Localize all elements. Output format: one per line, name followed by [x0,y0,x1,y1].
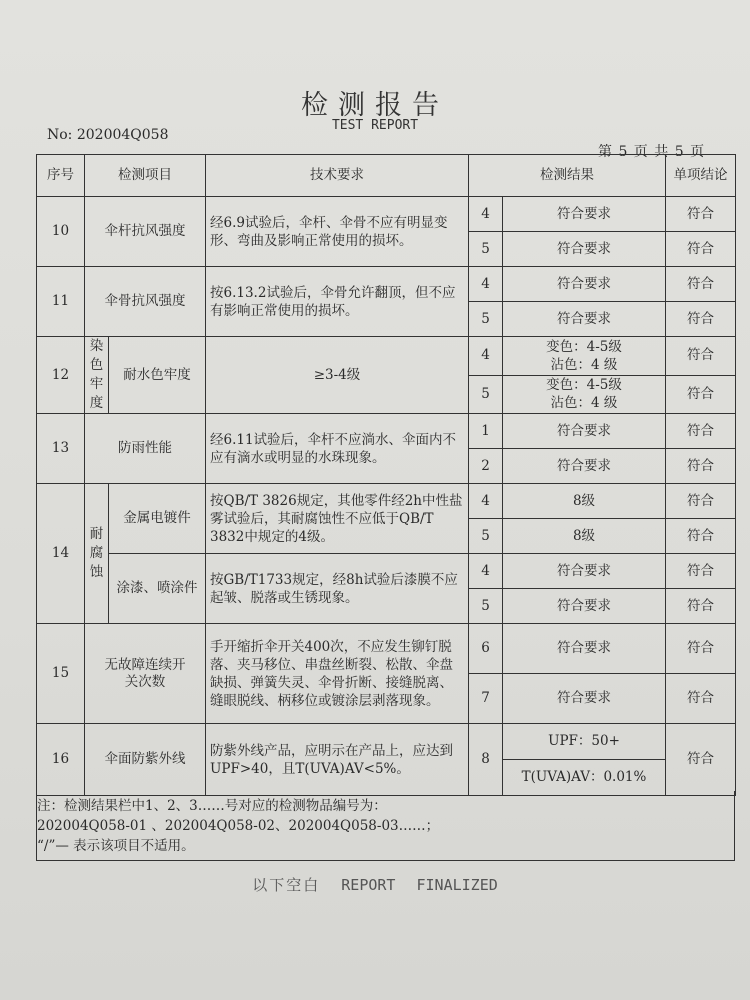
conclusion-cell: 符合 [666,337,736,376]
table-row [37,414,736,449]
report-title-cn: 检测报告 [301,90,449,121]
seq-cell: 11 [37,267,85,337]
result-cell: 8级 [503,519,666,554]
conclusion-cell: 符合 [666,484,736,519]
sample-no: 5 [469,302,503,337]
table-note [36,791,735,861]
report-number: No: 202004Q058 [47,127,169,143]
result-cell: 符合要求 [503,554,666,589]
sample-no: 4 [469,267,503,302]
seq-cell: 16 [37,724,85,796]
conclusion-cell: 符合 [666,414,736,449]
tech-cell: 防紫外线产品，应明示在产品上，应达到UPF>40，且T(UVA)AV<5%。 [206,724,469,796]
tech-cell: 按GB/T1733规定，经8h试验后漆膜不应起皱、脱落或生锈现象。 [206,554,469,624]
result-line: 变色：4-5级 [546,338,622,355]
sample-no: 8 [469,724,503,796]
sample-no: 5 [469,375,503,414]
item-cell: 耐水色牢度 [109,337,206,414]
table-row [37,554,736,589]
result-line: 变色：4-5级 [546,377,622,394]
seq-cell: 13 [37,414,85,484]
result-cell: 符合要求 [503,302,666,337]
conclusion-cell: 符合 [666,232,736,267]
note-line: 202004Q058-01 、202004Q058-02、202004Q058-03……； [37,818,440,834]
conclusion-cell: 符合 [666,674,736,724]
item-cell: 涂漆、喷涂件 [109,554,206,624]
col-header-item: 检测项目 [85,155,206,197]
item-cell: 伞杆抗风强度 [85,197,206,267]
result-cell [503,337,666,376]
result-line: 沾色：4 级 [550,356,618,373]
result-cell: 符合要求 [503,414,666,449]
result-cell: 符合要求 [503,267,666,302]
sample-no: 5 [469,519,503,554]
table-row [37,337,736,376]
conclusion-cell: 符合 [666,589,736,624]
item-cell: 伞面防紫外线 [85,724,206,796]
result-cell: 符合要求 [503,624,666,674]
tech-cell: 手开缩折伞开关400次，不应发生铆钉脱落、夹马移位、串盘丝断裂、松散、伞盘缺损、弹簧失灵、伞骨折断、接缝脱离、缝眼脱线、柄移位或镀涂层剥落现象。 [206,624,469,724]
item-cell: 防雨性能 [85,414,206,484]
table-row [37,197,736,232]
report-title-en: TEST REPORT [331,118,419,133]
category-cell [85,484,109,624]
finalized-cn: 以下空白 [252,876,321,894]
table-row [37,624,736,674]
conclusion-cell: 符合 [666,724,736,796]
item-cell: 伞骨抗风强度 [85,267,206,337]
conclusion-cell: 符合 [666,197,736,232]
seq-cell: 12 [37,337,85,414]
item-cell [85,624,206,724]
table-header-row [37,155,736,197]
conclusion-cell: 符合 [666,267,736,302]
table-row [37,484,736,519]
category-label: 耐 腐 蚀 [89,526,104,580]
conclusion-cell: 符合 [666,302,736,337]
col-header-conclusion: 单项结论 [666,155,736,197]
sample-no: 4 [469,554,503,589]
col-header-tech: 技术要求 [206,155,469,197]
table-row [37,267,736,302]
sample-no: 5 [469,232,503,267]
col-header-seq: 序号 [37,155,85,197]
results-table [36,154,736,796]
sample-no: 4 [469,197,503,232]
sample-no: 1 [469,414,503,449]
result-cell: 符合要求 [503,589,666,624]
sample-no: 4 [469,337,503,376]
tech-cell: 经6.11试验后，伞杆不应淌水、伞面内不应有滴水或明显的水珠现象。 [206,414,469,484]
result-cell: 符合要求 [503,232,666,267]
result-cell: UPF：50+ [503,724,666,760]
category-label: 染 色 牢 度 [89,338,104,411]
sample-no: 6 [469,624,503,674]
result-cell [503,375,666,414]
note-line: “/”— 表示该项目不适用。 [37,838,195,854]
seq-cell: 14 [37,484,85,624]
seq-cell: 10 [37,197,85,267]
finalized-en: REPORT FINALIZED [341,876,498,894]
note-line: 注：检测结果栏中1、2、3……号对应的检测物品编号为： [37,798,387,814]
table-row [37,724,736,760]
sample-no: 4 [469,484,503,519]
tech-cell: 经6.9试验后，伞杆、伞骨不应有明显变形、弯曲及影响正常使用的损坏。 [206,197,469,267]
conclusion-cell: 符合 [666,624,736,674]
item-label: 无故障连续开关次数 [104,656,186,690]
result-cell: T(UVA)AV：0.01% [503,760,666,796]
conclusion-cell: 符合 [666,375,736,414]
sample-no: 5 [469,589,503,624]
result-line: 沾色：4 级 [550,395,618,412]
result-cell: 符合要求 [503,674,666,724]
seq-cell: 15 [37,624,85,724]
category-cell [85,337,109,414]
conclusion-cell: 符合 [666,554,736,589]
conclusion-cell: 符合 [666,449,736,484]
tech-cell: 按QB/T 3826规定，其他零件经2h中性盐雾试验后，其耐腐蚀性不应低于QB/T 3832中规定的4级。 [206,484,469,554]
col-header-result: 检测结果 [469,155,666,197]
conclusion-cell: 符合 [666,519,736,554]
sample-no: 2 [469,449,503,484]
sample-no: 7 [469,674,503,724]
result-cell: 符合要求 [503,197,666,232]
page-info: 第 5 页 共 5 页 [598,144,705,160]
tech-cell: 按6.13.2试验后，伞骨允许翻顶，但不应有影响正常使用的损坏。 [206,267,469,337]
report-finalized [0,874,750,895]
result-cell: 符合要求 [503,449,666,484]
result-cell: 8级 [503,484,666,519]
item-cell: 金属电镀件 [109,484,206,554]
tech-cell: ≥3-4级 [206,337,469,414]
